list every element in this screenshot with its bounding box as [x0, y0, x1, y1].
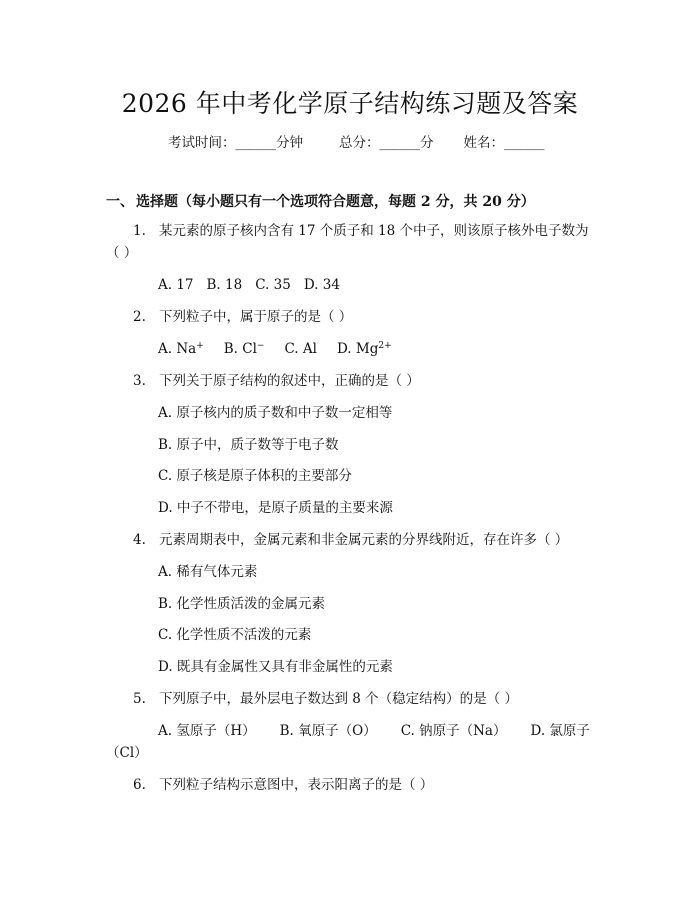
document-title: 2026 年中考化学原子结构练习题及答案 [121, 89, 579, 118]
option-b: B. 氧原子（O） [279, 723, 377, 739]
option-b: B. 原子中，质子数等于电子数 [158, 437, 339, 453]
question-2 [133, 308, 352, 326]
question-6 [133, 776, 433, 794]
option-c: C. 钠原子（Na） [400, 723, 507, 739]
option-d: D. 34 [303, 277, 340, 293]
question-5 [133, 690, 518, 708]
option-d: D. $Mg^{2+}$ [336, 341, 392, 357]
option-a: A. 氢原子（H） [158, 723, 256, 739]
option-d: D. 氯原子 [530, 723, 590, 739]
exam-meta [168, 131, 545, 151]
option-a: A. 原子核内的质子数和中子数一定相等 [158, 405, 393, 421]
option-c: C. Al [284, 341, 317, 357]
option-a: A. 17 [158, 277, 194, 293]
exam-time-label: 考试时间：______分钟 [168, 135, 303, 151]
question-3 [133, 372, 420, 390]
question-text: 元素周期表中，金属元素和非金属元素的分界线附近，存在许多（ ） [159, 532, 569, 548]
question-1-options [158, 276, 340, 294]
option-b: B. 18 [206, 277, 243, 293]
option-c: C. 化学性质不活泼的元素 [158, 627, 312, 643]
option-d: D. 既具有金属性又具有非金属性的元素 [158, 659, 393, 675]
question-number: 3. [133, 373, 146, 389]
section-heading [106, 191, 535, 211]
question-number: 5. [133, 691, 146, 707]
section-title: 选择题（每小题只有一个选项符合题意，每题 2 分，共 20 分） [136, 194, 535, 210]
option-a: A. Na+ [158, 341, 204, 357]
question-5-option-continuation: （Cl） [106, 745, 148, 761]
question-4 [133, 531, 568, 549]
section-number: 一、 [106, 194, 134, 210]
question-number: 4. [133, 532, 146, 548]
question-2-options [158, 340, 392, 358]
question-5-options [158, 722, 590, 740]
option-a: A. 稀有气体元素 [158, 564, 258, 580]
question-1-continuation: （ ） [106, 245, 138, 261]
question-1 [133, 222, 589, 240]
option-c: C. 原子核是原子体积的主要部分 [158, 468, 352, 484]
option-c: C. 35 [255, 277, 291, 293]
student-name-label: 姓名：______ [463, 135, 545, 151]
question-text: 下列关于原子结构的叙述中，正确的是（ ） [159, 373, 420, 389]
question-text: 下列粒子结构示意图中，表示阳离子的是（ ） [159, 777, 434, 793]
question-text: 下列原子中，最外层电子数达到 8 个（稳定结构）的是（ ） [159, 691, 518, 707]
question-text: 下列粒子中，属于原子的是（ ） [159, 309, 353, 325]
option-b: B. 化学性质活泼的金属元素 [158, 596, 326, 612]
question-number: 1. [133, 223, 146, 239]
question-text: 某元素的原子核内含有 17 个质子和 18 个中子，则该原子核外电子数为 [159, 223, 589, 239]
option-b: B. Cl− [223, 341, 265, 357]
total-score-label: 总分：______分 [339, 135, 434, 151]
option-d: D. 中子不带电，是原子质量的主要来源 [158, 500, 393, 516]
question-number: 6. [133, 777, 146, 793]
question-number: 2. [133, 309, 146, 325]
